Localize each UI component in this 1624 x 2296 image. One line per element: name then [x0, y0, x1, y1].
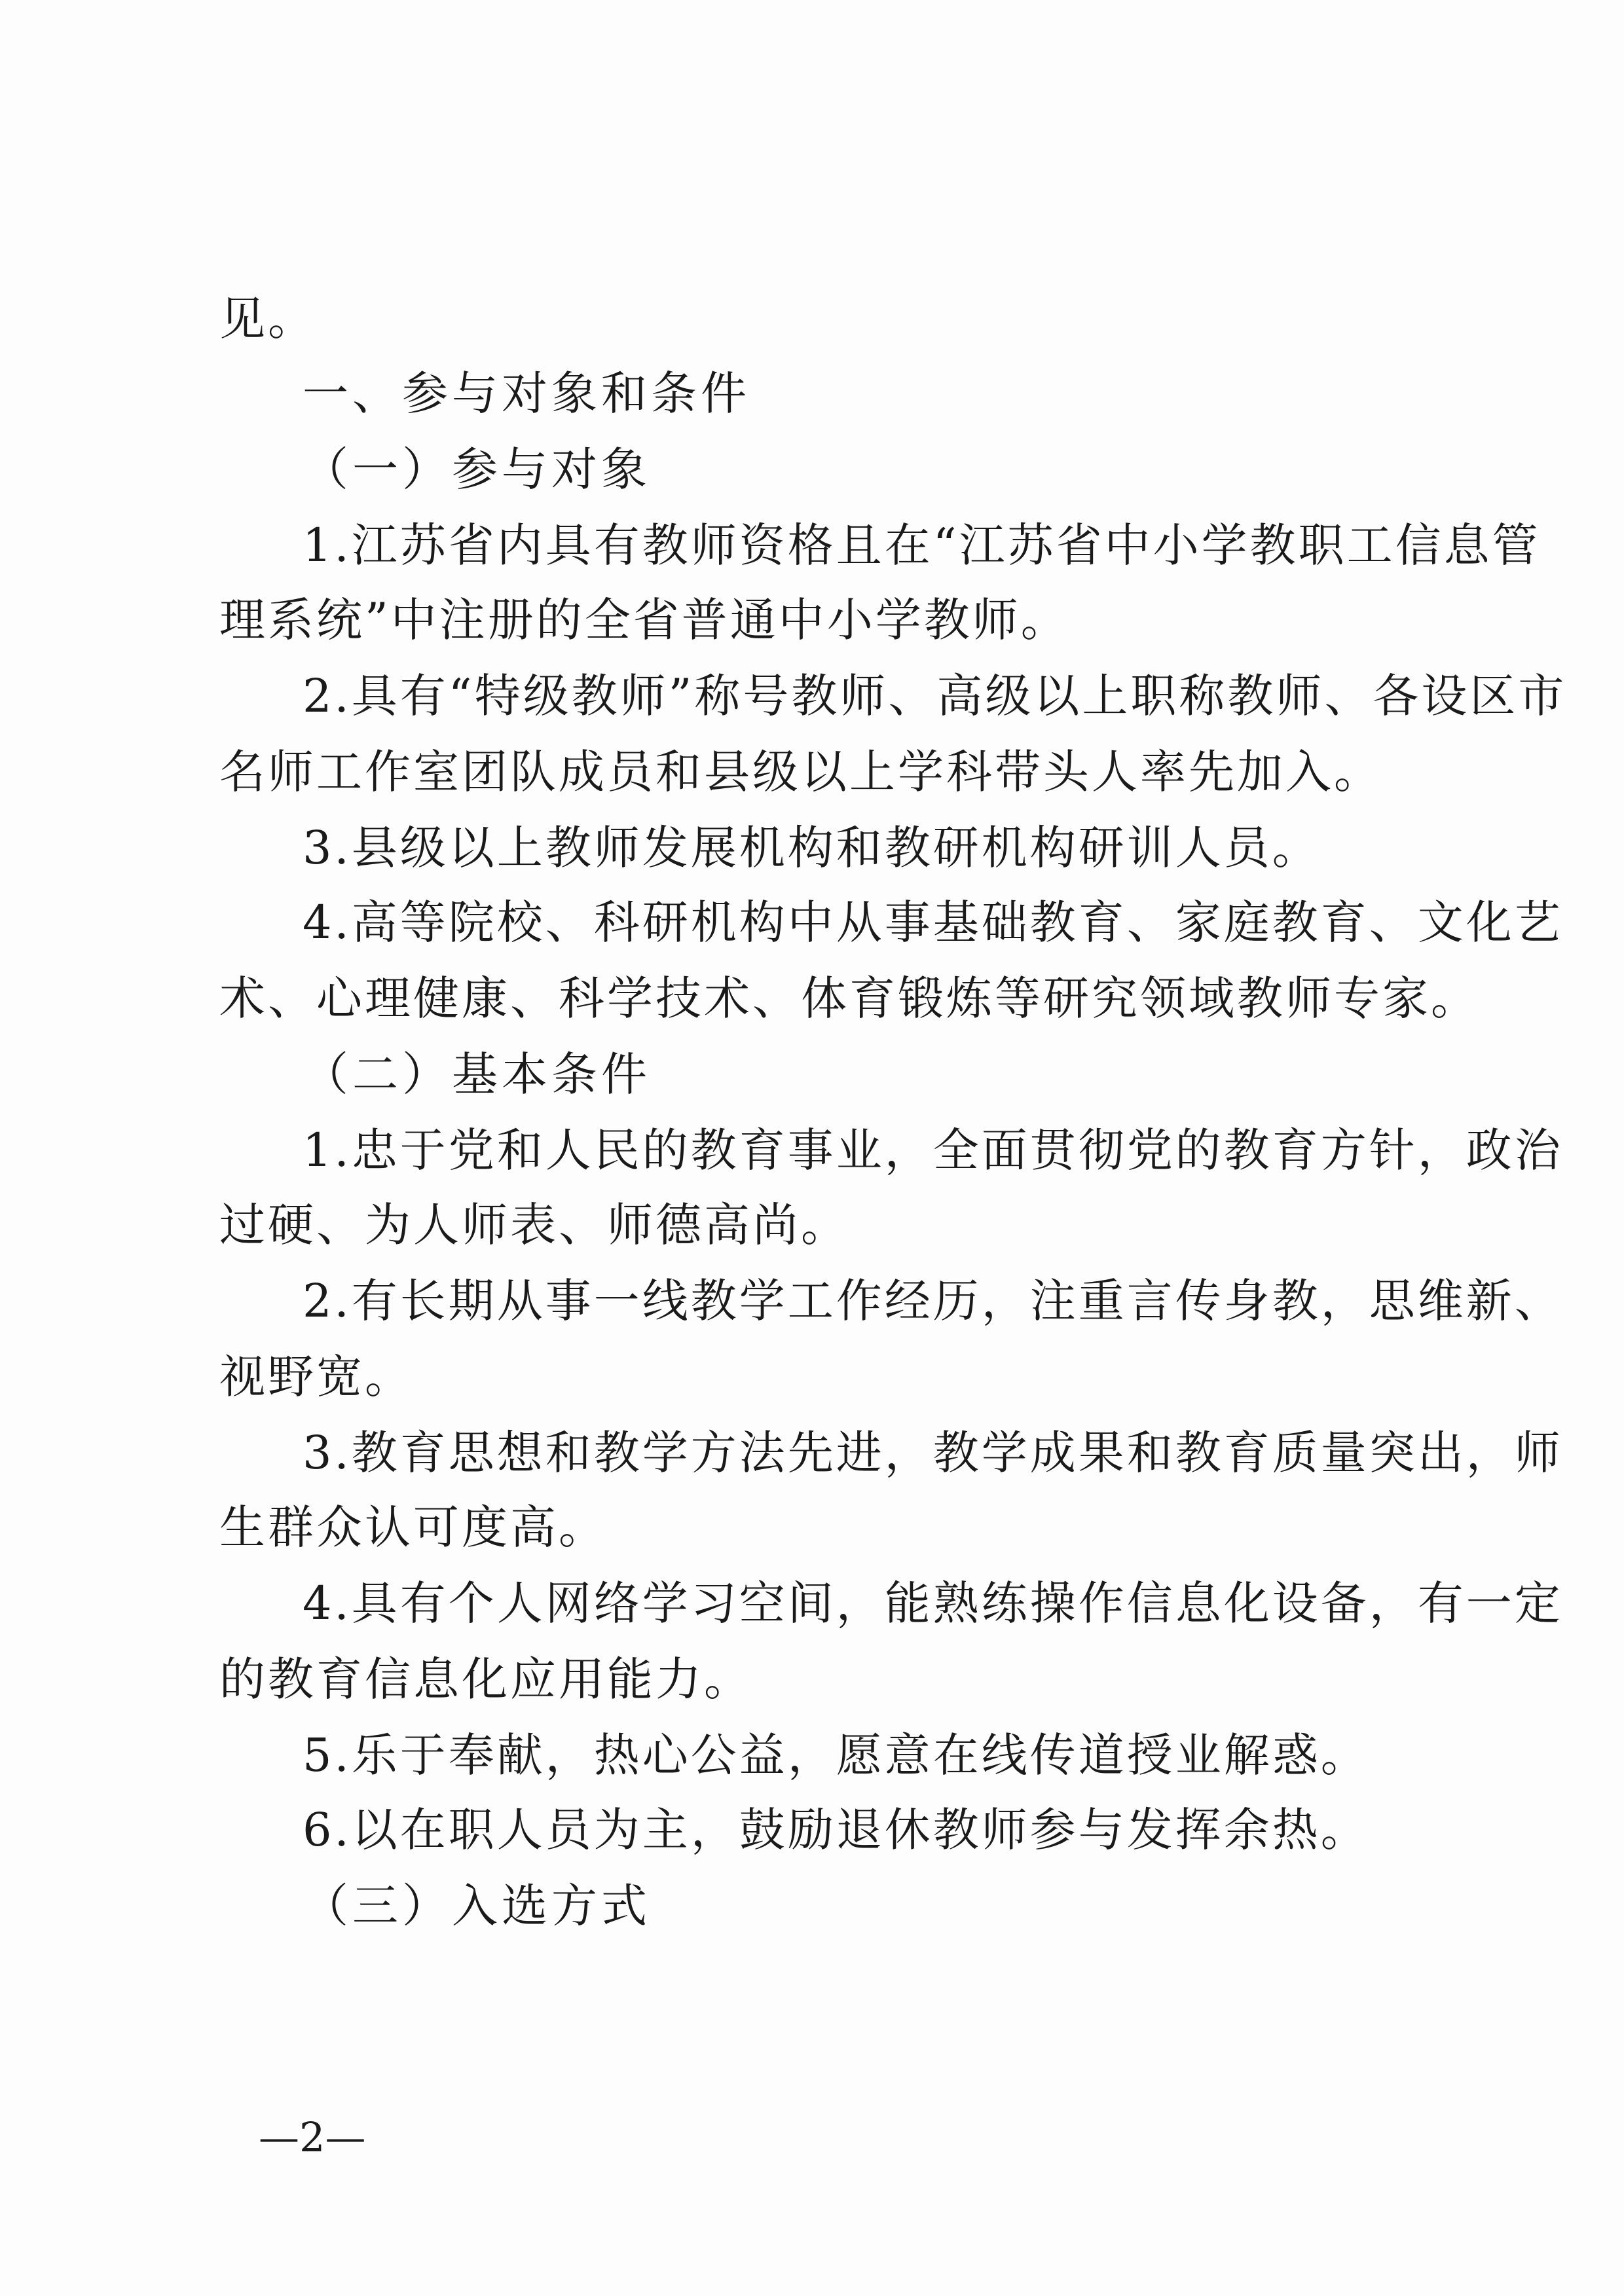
subsection-heading-1: （一）参与对象: [303, 443, 651, 496]
paragraph-line: 的教育信息化应用能力。: [219, 1652, 752, 1706]
paragraph-line: 1.忠于党和人民的教育事业，全面贯彻党的教育方针，政治: [303, 1123, 1563, 1177]
paragraph-line: 视野宽。: [219, 1350, 413, 1404]
paragraph-line: 名师工作室团队成员和县级以上学科带头人率先加入。: [219, 745, 1382, 799]
section-heading-1: 一、参与对象和条件: [303, 367, 750, 420]
text-line-continuation: 见。: [219, 292, 316, 346]
subsection-heading-2: （二）基本条件: [303, 1048, 651, 1101]
paragraph-line: 1.江苏省内具有教师资格且在“江苏省中小学教职工信息管: [303, 519, 1541, 572]
paragraph-line: 生群众认可度高。: [219, 1501, 607, 1554]
paragraph-line: 术、心理健康、科学技术、体育锻炼等研究领域教师专家。: [219, 972, 1479, 1025]
page-number: —2—: [259, 2113, 366, 2161]
paragraph-line: 6.以在职人员为主，鼓励退休教师参与发挥余热。: [303, 1803, 1369, 1857]
paragraph-line: 4.具有个人网络学习空间，能熟练操作信息化设备，有一定: [303, 1576, 1563, 1630]
paragraph-line: 4.高等院校、科研机构中从事基础教育、家庭教育、文化艺: [303, 896, 1563, 949]
subsection-heading-3: （三）入选方式: [303, 1879, 651, 1933]
paragraph-line: 3.教育思想和教学方法先进，教学成果和教育质量突出，师: [303, 1426, 1563, 1480]
paragraph-line: 5.乐于奉献，热心公益，愿意在线传道授业解惑。: [303, 1728, 1369, 1782]
paragraph-line: 理系统”中注册的全省普通中小学教师。: [219, 593, 1069, 647]
paragraph-line: 2.具有“特级教师”称号教师、高级以上职称教师、各设区市: [303, 669, 1567, 723]
paragraph-line: 2.有长期从事一线教学工作经历，注重言传身教，思维新、: [303, 1274, 1563, 1328]
paragraph-line: 过硬、为人师表、师德高尚。: [219, 1198, 849, 1252]
paragraph-line: 3.县级以上教师发展机构和教研机构研训人员。: [303, 821, 1321, 875]
